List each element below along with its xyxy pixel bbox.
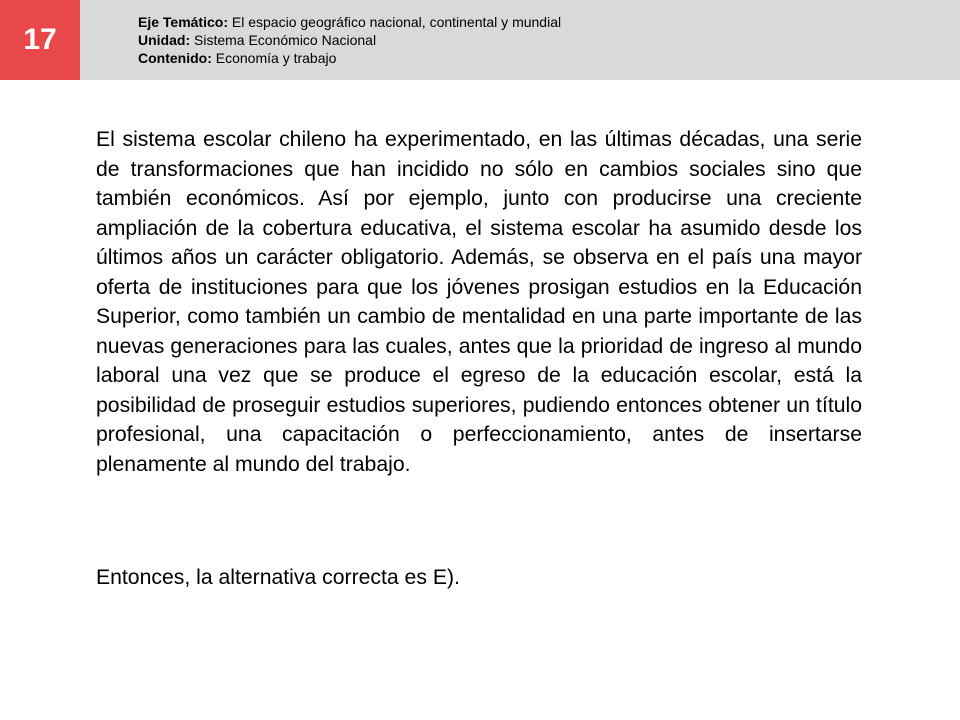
meta-line-eje: [138, 13, 561, 31]
meta-key-unidad: Unidad:: [138, 32, 191, 48]
meta-key-contenido: Contenido:: [138, 50, 212, 66]
slide-number-badge: [0, 0, 80, 80]
header-bar: [0, 0, 960, 80]
meta-value-unidad: Sistema Económico Nacional: [194, 32, 377, 48]
meta-value-eje: El espacio geográfico nacional, continental y mundial: [231, 14, 562, 30]
meta-value-contenido: Economía y trabajo: [215, 50, 337, 66]
header-meta: [138, 13, 561, 67]
meta-line-unidad: [138, 31, 561, 49]
meta-line-contenido: [138, 49, 561, 67]
body-paragraph: El sistema escolar chileno ha experimentado, en las últimas décadas, una serie de transformaciones que han incidido no sólo en cambios sociales sino que también económicos. Así por ejemplo, junto con producirse una creciente ampliación de la cobertura educativa, el sistema escolar ha asumido desde los últimos años un carácter obligatorio. Además, se observa en el país una mayor oferta de instituciones para que los jóvenes prosigan estudios en la Educación Superior, como también un cambio de mentalidad en una parte importante de las nuevas generaciones para las cuales, antes que la prioridad de ingreso al mundo laboral una vez que se produce el egreso de la educación escolar, está la posibilidad de proseguir estudios superiores, pudiendo entonces obtener un título profesional, una capacitación o perfeccionamiento, antes de insertarse plenamente al mundo del trabajo.: [96, 128, 862, 476]
slide-number: 17: [23, 23, 57, 56]
meta-key-eje: Eje Temático:: [138, 14, 228, 30]
conclusion-text: Entonces, la alternativa correcta es E).: [96, 566, 460, 589]
